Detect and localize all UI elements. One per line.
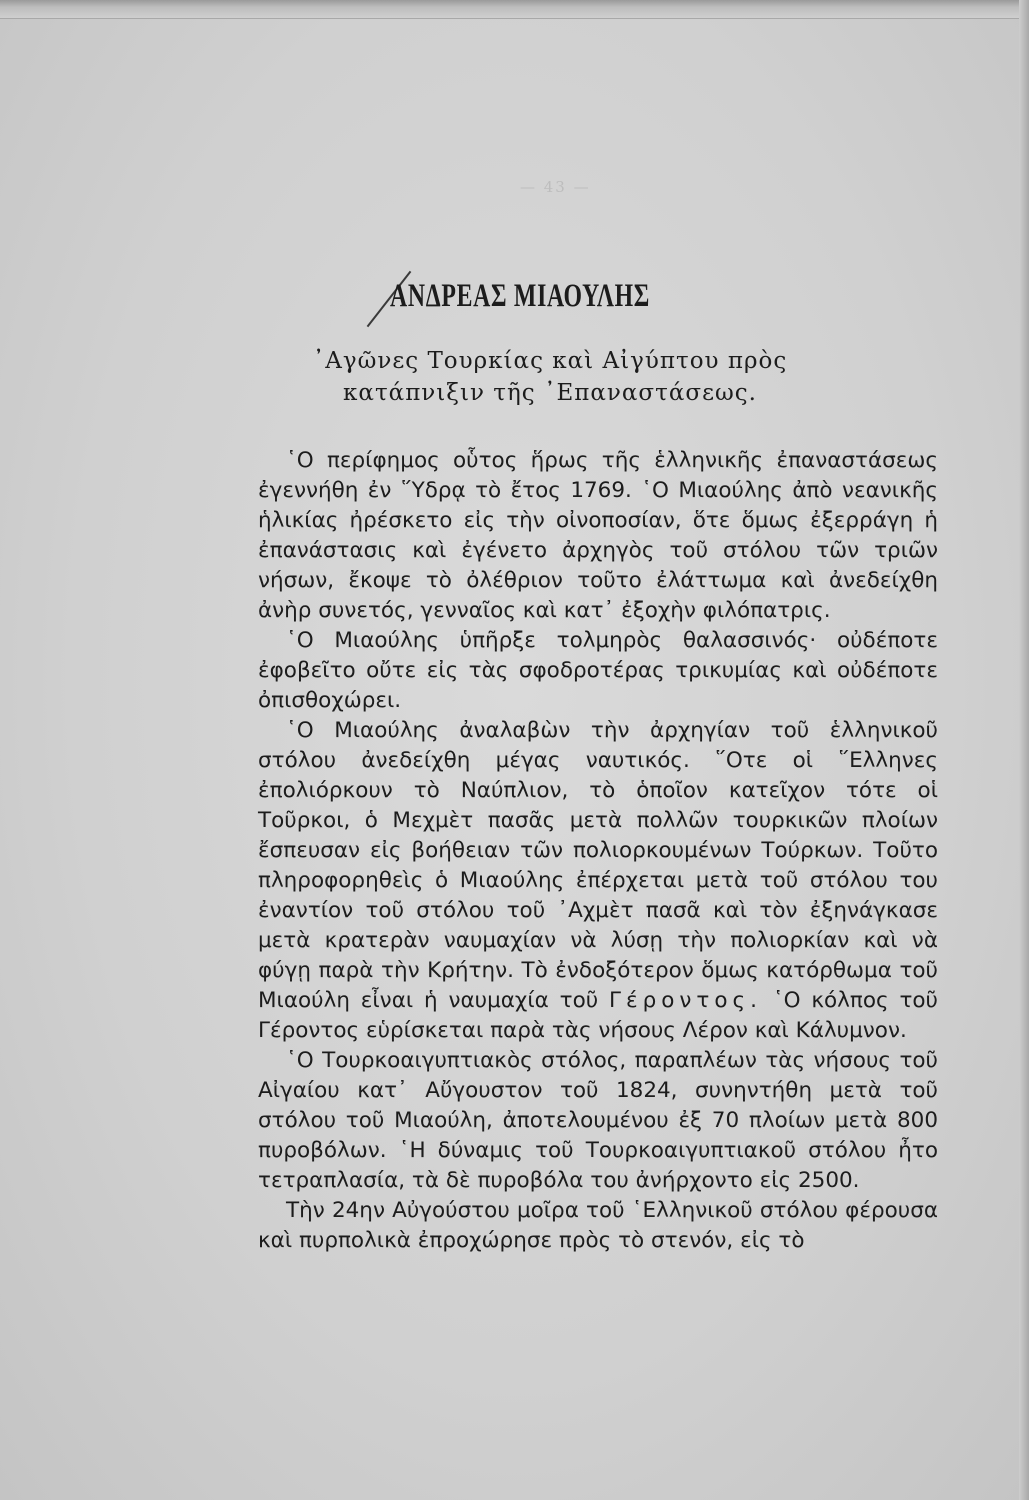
subtitle-line-1: ᾿Αγῶνες Τουρκίας καὶ Αἰγύπτου πρὸς	[312, 348, 788, 374]
paragraph-3-emphasis: Γέροντος.	[609, 988, 762, 1013]
paragraph-3-text: ῾Ο Μιαούλης ἀναλαβὼν τὴν ἀρχηγίαν τοῦ ἑλληνικοῦ στόλου ἀνεδείχθη μέγας ναυτικός. ῞Οτε οἱ ῞Ελληνες ἐπολιόρκουν τὸ Ναύπλιον, τὸ ὁποῖον κατεῖχον τότε οἱ Τοῦρκοι, ὁ Μεχμὲτ πασᾶς μετὰ πολλῶν τουρκικῶν πλοίων ἔσπευσαν εἰς βοήθειαν τῶν πολιορκουμένων Τούρκων. Τοῦτο πληροφορηθεὶς ὁ Μιαούλης ἐπέρχεται μετὰ τοῦ στόλου του ἐναντίον τοῦ στόλου τοῦ ᾿Αχμὲτ πασᾶ καὶ τὸν ἐξηνάγκασε μετὰ κρατερὰν ναυμαχίαν νὰ λύσῃ τὴν πολιορκίαν καὶ νὰ φύγῃ παρὰ τὴν Κρήτην. Τὸ ἐνδοξότερον ὅμως κατόρθωμα τοῦ Μιαούλη εἶναι ἡ ναυμαχία τοῦ	[258, 718, 938, 1013]
subtitle-line-2: κατάπνιξιν τῆς ᾿Επαναστάσεως.	[343, 380, 757, 406]
page-top-edge	[0, 0, 1029, 19]
page-subtitle	[240, 345, 860, 409]
page-number: — 43 —	[520, 178, 591, 196]
body-text	[258, 446, 938, 1256]
paragraph-5: Τὴν 24ην Αὐγούστου μοῖρα τοῦ ῾Ελληνικοῦ στόλου φέρουσα καὶ πυρπολικὰ ἐπροχώρησε πρὸς τὸ στενόν, εἰς τὸ	[258, 1198, 938, 1253]
page-title: ΑΝΔΡΕΑΣ ΜΙΑΟΥΛΗΣ	[389, 278, 651, 314]
paragraph-3-text-after: ῾Ο κόλπος τοῦ Γέροντος εὑρίσκεται παρὰ τὰς νήσους Λέρον καὶ Κάλυμνον.	[258, 988, 938, 1043]
paragraph-3	[258, 716, 938, 1046]
page-right-edge	[1019, 0, 1029, 1500]
paragraph-4: ῾Ο Τουρκοαιγυπτιακὸς στόλος, παραπλέων τὰς νήσους τοῦ Αἰγαίου κατ᾿ Αὔγουστον τοῦ 1824, συνηντήθη μετὰ τοῦ στόλου τοῦ Μιαούλη, ἀποτελουμένου ἐξ 70 πλοίων μετὰ 800 πυροβόλων. ῾Η δύναμις τοῦ Τουρκοαιγυπτιακοῦ στόλου ἦτο τετραπλασία, τὰ δὲ πυροβόλα του ἀνήρχοντο εἰς 2500.	[258, 1048, 938, 1193]
paragraph-2: ῾Ο Μιαούλης ὑπῆρξε τολμηρὸς θαλασσινός· οὐδέποτε ἐφοβεῖτο οὔτε εἰς τὰς σφοδροτέρας τρικυμίας καὶ οὐδέποτε ὀπισθοχώρει.	[258, 628, 938, 713]
paragraph-1: ῾Ο περίφημος οὗτος ἥρως τῆς ἑλληνικῆς ἐπαναστάσεως ἐγεννήθη ἐν ῞Υδρᾳ τὸ ἔτος 1769. ῾Ο Μιαούλης ἀπὸ νεανικῆς ἡλικίας ἠρέσκετο εἰς τὴν οἰνοποσίαν, ὅτε ὅμως ἐξερράγη ἡ ἐπανάστασις καὶ ἐγένετο ἀρχηγὸς τοῦ στόλου τῶν τριῶν νήσων, ἔκοψε τὸ ὀλέθριον τοῦτο ἐλάττωμα καὶ ἀνεδείχθη ἀνὴρ συνετός, γενναῖος καὶ κατ᾿ ἐξοχὴν φιλόπατρις.	[258, 448, 938, 623]
